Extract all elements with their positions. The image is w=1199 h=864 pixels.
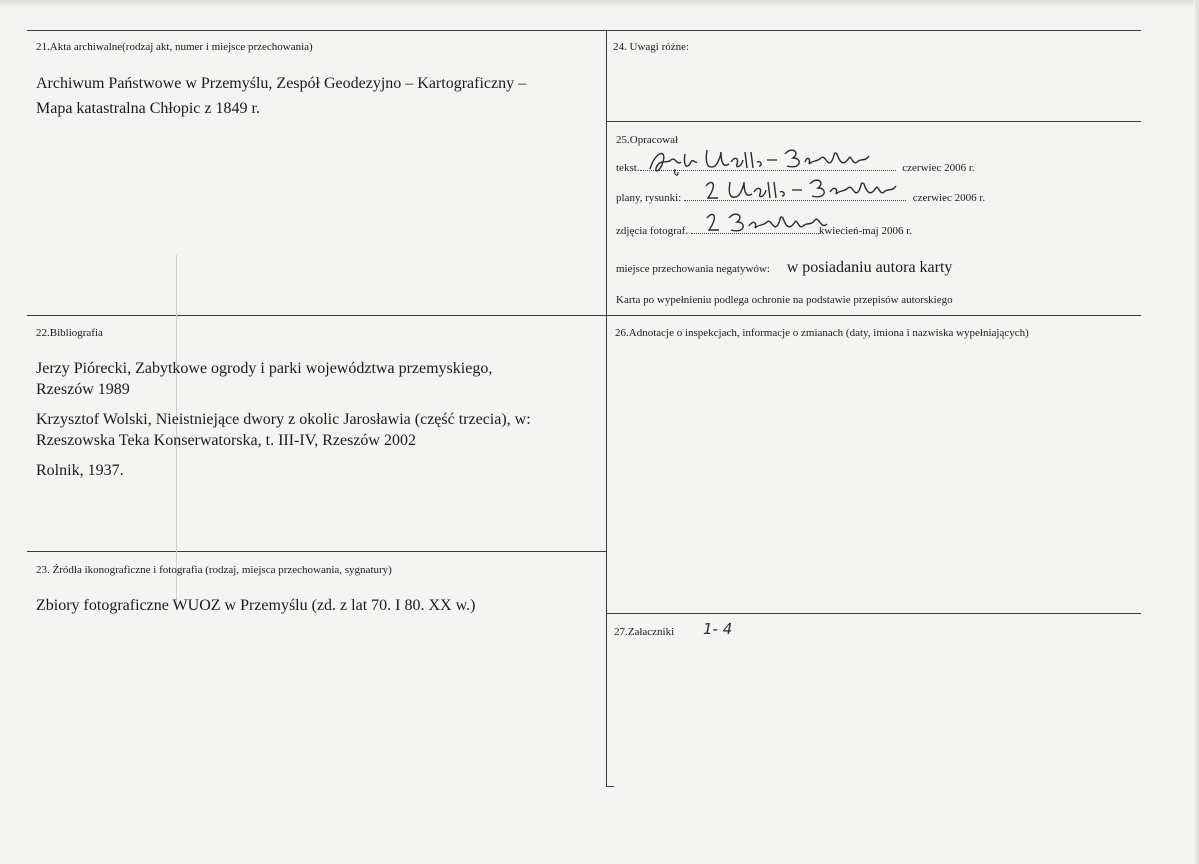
tekst-date: czerwiec 2006 r. [902,162,975,174]
section-26-label: 26.Adnotacje o inspekcjach, informacje o zmianach (daty, imiona i nazwiska wypełniających) [615,327,1029,339]
attachments-handwritten-value: 1- 4 [703,620,733,638]
zdjecia-label: zdjęcia fotograf. [616,225,689,237]
signature-tekst [645,144,885,178]
negatywy-value: w posiadaniu autora karty [786,259,953,276]
top-border [27,30,1141,31]
signature-plany [700,176,930,206]
scan-edge-top [0,0,1199,8]
bottom-tick [606,786,614,787]
divider-26-27 [606,613,1141,614]
section-21-label: 21.Akta archiwalne(rodzaj akt, numer i miejsce przechowania) [36,41,313,53]
negatywy-label: miejsce przechowania negatywów: [616,263,770,275]
section-23-label: 23. Źródła ikonograficzne i fotografia (rodzaj, miejsca przechowania, sygnatury) [36,564,392,576]
divider-21-22 [27,315,1141,316]
section-27-label: 27.Załaczniki [614,626,675,638]
divider-22-23 [27,551,606,552]
negatywy-row [616,259,952,277]
section-25-label: 25.Opracował [616,134,679,146]
plany-label: plany, rysunki: [616,192,682,204]
signature-zdjecia [703,210,843,238]
zdjecia-date: kwiecień-maj 2006 r. [818,225,912,237]
plany-date: czerwiec 2006 r. [912,192,986,204]
scan-edge-right [1193,0,1199,864]
tekst-label: tekst. [616,162,640,174]
bibliography-entry-2b: Rzeszowska Teka Konserwatorska, t. III-IV, Rzeszów 2002 [36,432,416,449]
center-divider [606,30,607,787]
section-24-label: 24. Uwagi różne: [613,41,690,53]
section-21-line-2: Mapa katastralna Chłopic z 1849 r. [36,100,260,117]
bibliography-entry-1b: Rzeszów 1989 [36,381,130,398]
section-23-line-1: Zbiory fotograficzne WUOZ w Przemyślu (zd. z lat 70. I 80. XX w.) [36,597,476,614]
section-22-label: 22.Bibliografia [36,327,103,339]
divider-24-25 [606,121,1141,122]
bibliography-entry-3: Rolnik, 1937. [36,462,124,479]
bibliography-entry-2a: Krzysztof Wolski, Nieistniejące dwory z okolic Jarosławia (część trzecia), w: [36,411,531,428]
bibliography-entry-1a: Jerzy Piórecki, Zabytkowe ogrody i parki województwa przemyskiego, [36,360,493,377]
section-21-line-1: Archiwum Państwowe w Przemyślu, Zespół Geodezyjno – Kartograficzny – [36,75,527,92]
copyright-note: Karta po wypełnieniu podlega ochronie na podstawie przepisów autorskiego [616,294,953,306]
